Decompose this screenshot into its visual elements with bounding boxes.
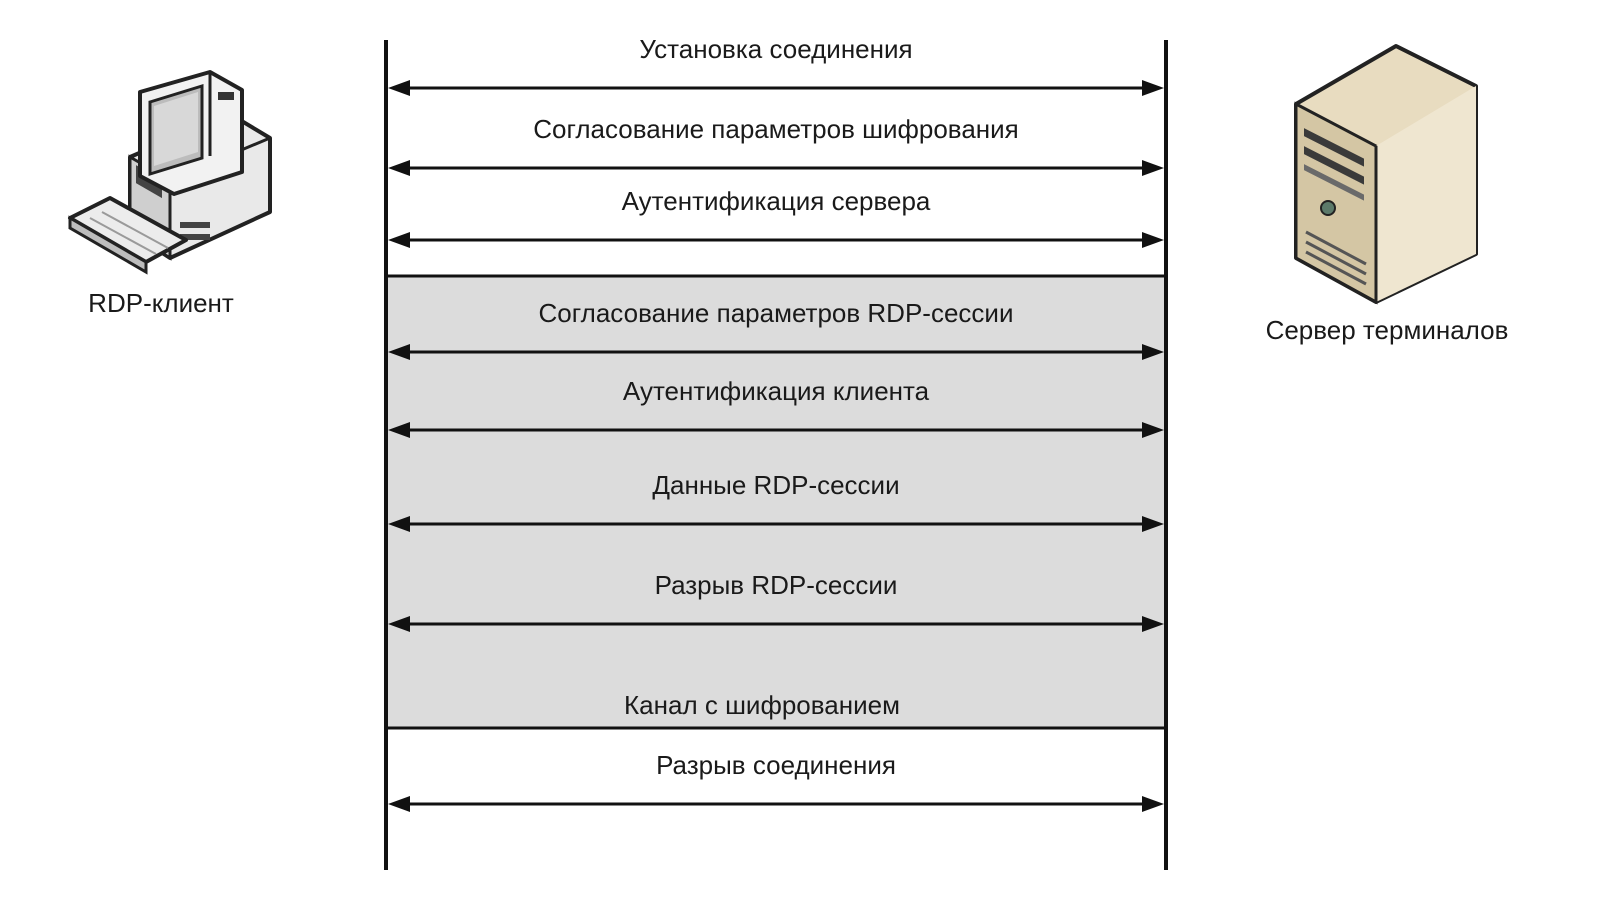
server-label: Сервер терминалов [1265,315,1509,345]
desktop-computer-icon [70,72,270,272]
server-tower-icon [1296,46,1476,302]
arrow-head-right [1142,160,1164,176]
encrypted-channel-label: Канал с шифрованием [624,690,900,720]
message-label: Аутентификация клиента [622,376,930,406]
message-8 [388,750,1164,812]
arrow-head-right [1142,232,1164,248]
message-label: Данные RDP-сессии [652,470,900,500]
message-label: Установка соединения [639,34,913,64]
message-label: Разрыв соединения [656,750,896,780]
arrow-head-right [1142,80,1164,96]
client-label: RDP-клиент [88,288,234,318]
message-1 [388,34,1164,96]
arrow-head-left [388,232,410,248]
arrow-head-left [388,80,410,96]
encrypted-channel-band [386,276,1166,728]
message-2 [388,114,1164,176]
arrow-head-right [1142,796,1164,812]
message-label: Разрыв RDP-сессии [654,570,898,600]
message-label: Согласование параметров шифрования [533,114,1019,144]
message-3 [388,186,1164,248]
message-label: Аутентификация сервера [621,186,931,216]
message-label: Согласование параметров RDP-сессии [538,298,1014,328]
arrow-head-left [388,796,410,812]
arrow-head-left [388,160,410,176]
